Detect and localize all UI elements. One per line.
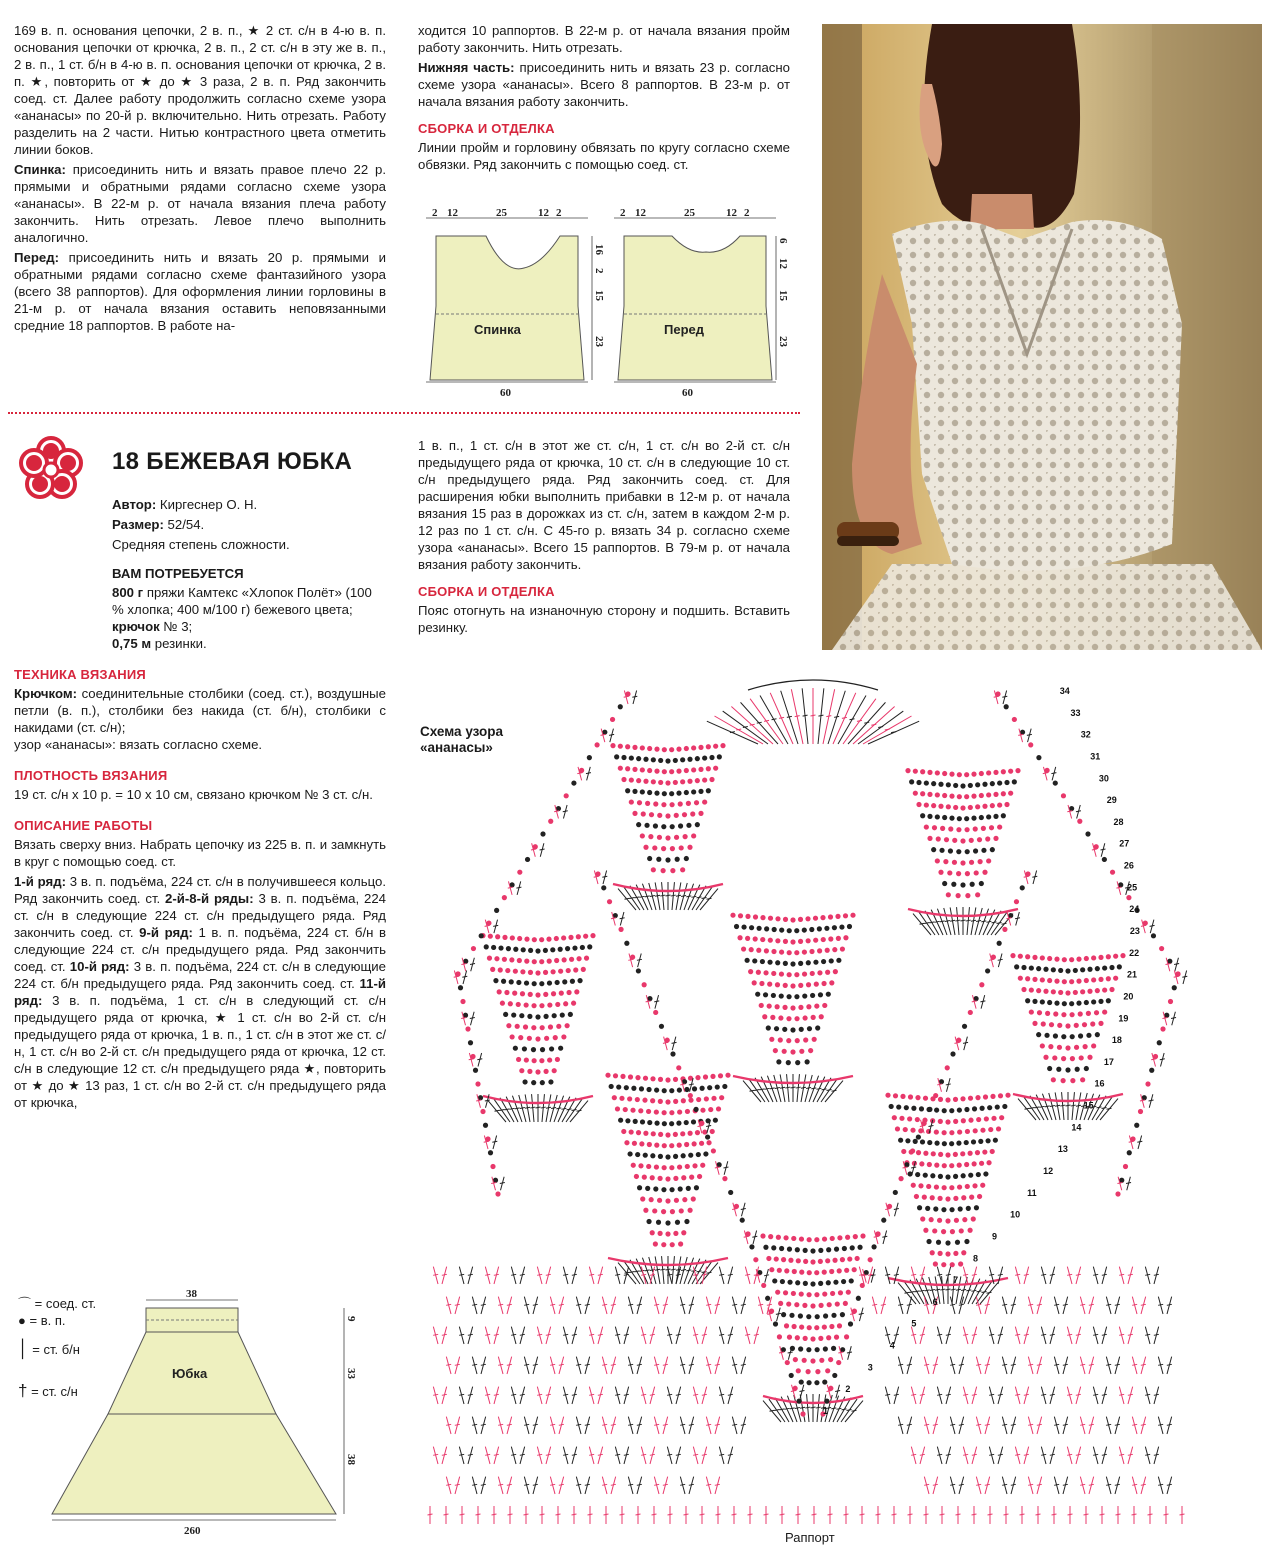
- row-number-label: 28: [1113, 816, 1124, 827]
- author-label: Автор:: [112, 497, 157, 512]
- front-text: присоединить нить и вязать 20 р. прямыми и обратными рядами согласно схеме фантазийного узора (всего 38 раппортов). Для оформления линии горловины в 21-м р. от начала вязания оставить неповязанными средние 18 раппортов. В работе на-: [14, 250, 386, 333]
- row-number-label: 6: [932, 1296, 938, 1307]
- row-number-label: 29: [1106, 795, 1117, 806]
- schema-title-line2: «ананасы»: [420, 740, 493, 755]
- row-number-label: 22: [1129, 947, 1140, 958]
- elastic-amount: 0,75 м: [112, 636, 152, 651]
- back-label: Спинка: [474, 322, 521, 337]
- model-photo: [822, 24, 1262, 650]
- row-number-label: 27: [1119, 838, 1130, 849]
- description-heading: ОПИСАНИЕ РАБОТЫ: [14, 818, 153, 833]
- front-top-2: 12: [635, 207, 646, 219]
- row-number-label: 17: [1103, 1056, 1114, 1067]
- top-mid-column: [418, 22, 790, 176]
- assembly-text-skirt: Пояс отогнуть на изнаночную сторону и подшить. Вставить резинку.: [418, 603, 790, 635]
- assembly-text-top: Линии пройм и горловину обвязать по кругу согласно схеме обвязки. Ряд закончить с помощью соед. ст.: [418, 140, 790, 172]
- legend-sc-text: = ст. б/н: [32, 1342, 80, 1357]
- row9-label: 9-й ряд:: [133, 925, 193, 940]
- section-separator: [8, 412, 800, 414]
- front-side-4: 23: [777, 336, 789, 347]
- legend-ch-text: = в. п.: [29, 1313, 66, 1328]
- pineapple-chart: [418, 674, 1208, 1532]
- row10-label: 10-й ряд:: [69, 959, 130, 974]
- pattern-text: узор «ананасы»: вязать согласно схеме.: [14, 737, 263, 752]
- size-label: Размер:: [112, 517, 164, 532]
- row-number-label: 24: [1129, 904, 1140, 915]
- density-heading: ПЛОТНОСТЬ ВЯЗАНИЯ: [14, 768, 168, 783]
- row-number-label: 21: [1127, 969, 1138, 980]
- density-text: 19 ст. с/н х 10 р. = 10 х 10 см, связано крючком № 3 ст. с/н.: [14, 787, 373, 802]
- row-number-label: 8: [973, 1253, 979, 1264]
- back-paragraph: [14, 161, 386, 246]
- row-number-label: 9: [992, 1231, 998, 1242]
- row-number-label: 7: [953, 1275, 959, 1286]
- description-intro: Вязать сверху вниз. Набрать цепочку из 225 в. п. и замкнуть в круг с помощью соед. ст.: [14, 837, 386, 869]
- lower-part-text: присоединить нить и вязать 23 р. согласно схеме узора «ананасы». Всего 8 раппортов. В 23-м р. от начала вязания работу закончить.: [418, 60, 790, 109]
- row1-label: 1-й ряд:: [14, 874, 66, 889]
- row-number-label: 4: [889, 1340, 895, 1351]
- size-value: 52/54.: [163, 517, 205, 532]
- row-number-label: 25: [1127, 882, 1138, 893]
- row10-text: 3 в. п. подъёма, 224 ст. с/н в следующие 224 ст. б/н предыдущего ряда. Ряд закончить соед. ст.: [14, 959, 387, 991]
- row2-label: 2-й-8-й ряды:: [160, 891, 254, 906]
- skirt-lower: [52, 1414, 336, 1514]
- author-line: [112, 496, 386, 513]
- back-shape: [430, 236, 584, 380]
- materials-heading: ВАМ ПОТРЕБУЕТСЯ: [112, 566, 244, 581]
- technique-paragraph: [14, 685, 386, 753]
- technique-heading: ТЕХНИКА ВЯЗАНИЯ: [14, 667, 146, 682]
- back-side-2: 2: [593, 268, 605, 274]
- assembly-heading-skirt: СБОРКА И ОТДЕЛКА: [418, 584, 555, 599]
- row-number-label: 15: [1083, 1100, 1094, 1111]
- hook-label: крючок: [112, 619, 160, 634]
- article-mid-column: [418, 437, 790, 639]
- top-mid-text: ходится 10 раппортов. В 22-м р. от начала вязания пройм работу закончить. Нить отрезать.: [418, 23, 790, 55]
- front-side-2: 12: [777, 258, 789, 269]
- back-side-1: 16: [593, 244, 605, 255]
- row-number-label: 1: [823, 1406, 829, 1416]
- back-top-4: 12: [538, 207, 549, 219]
- back-side-4: 23: [593, 336, 605, 347]
- mid-text: 1 в. п., 1 ст. с/н в этот же ст. с/н, 1 ст. с/н во 2-й ст. с/н предыдущего ряда от крючка, 10 ст. с/н в следующие 10 ст. с/н предыдущего ряда. Ряд закончить соед. ст. Для расширения юбки выполнить прибавки в 12-м р. от начала вязания 15 раз в дорожках из ст. с/н, затем в каждом 2-м р. 12 раз по 1 ст. с/н. С 45-го р. вязать 34 р. согласно схеме узора «ананасы». Всего 15 раппортов. В 79-м р. от начала вязания работу закончить.: [418, 438, 790, 572]
- row-number-label: 33: [1070, 707, 1081, 718]
- article-left-column: [14, 496, 386, 1114]
- difficulty-line: Средняя степень сложности.: [112, 537, 290, 552]
- back-top-3: 25: [496, 207, 507, 219]
- top-left-text: 169 в. п. основания цепочки, 2 в. п., ★ 2 ст. с/н в 4-ю в. п. основания цепочки от крючка, 2 в. п., 2 ст. с/н в эту же в. п., 2 в. п., 1 ст. б/н в 4-ю в. п. основания цепочки от крючка, 2 в. п. ★, повторить от ★ до ★ 3 раза, 2 в. п. Ряд закончить соед. ст. Далее работу продолжить согласно схеме узора «ананасы» по 20-й р. включительно. Нить отрезать. Работу разделить на 2 части. Нитью контрастного цвета отметить линии боков.: [14, 23, 386, 157]
- chain-dot-icon: ●: [18, 1313, 26, 1328]
- schema-title-line1: Схема узора: [420, 724, 504, 739]
- row-number-label: 18: [1111, 1035, 1122, 1046]
- chart-symbols: [428, 680, 1188, 1524]
- lower-part-label: Нижняя часть:: [418, 60, 515, 75]
- lower-part-paragraph: [418, 59, 790, 110]
- back-text: присоединить нить и вязать правое плечо 22 р. прямыми и обратными рядами согласно схеме узора «ананасы». В 22-м р. от начала вязания плеча работу закончить. Нить отрезать. Левое плечо выполнить аналогично.: [14, 162, 386, 245]
- rows-paragraph: [14, 873, 386, 1111]
- technique-label: Крючком:: [14, 686, 77, 701]
- front-top-1: 2: [620, 207, 626, 219]
- skirt-top-width: 38: [186, 1288, 197, 1300]
- legend-ss-text: = соед. ст.: [34, 1296, 97, 1311]
- row11-text: 3 в. п. подъёма, 1 ст. с/н в следующий ст. с/н предыдущего ряда от крючка, ★ 1 ст. с/н во 2-й ст. с/н предыдущего ряда от крючка, 1 в. п., 1 ст. с/н в этот же ст. с/н, 1 ст. с/н во 2-й ст. с/н предыдущего ряда от крючка, 12 ст. с/н в следующие 12 ст. с/н предыдущего ряда ★, повторить от ★ до ★ 13 раз, 1 ст. с/н во 2-й ст. с/н предыдущего ряда от крючка,: [14, 993, 386, 1110]
- skirt: [832, 564, 1262, 650]
- row-number-label: 14: [1071, 1122, 1082, 1133]
- rapport-label: Раппорт: [785, 1530, 835, 1545]
- row-number-label: 10: [1010, 1209, 1021, 1220]
- row-number-label: 23: [1129, 926, 1140, 936]
- row-number-label: 12: [1043, 1166, 1054, 1176]
- hook-text: № 3;: [159, 619, 193, 634]
- row1-text: 3 в. п. подъёма, 224 ст. с/н в получившееся кольцо. Ряд закончить соед. ст.: [14, 874, 386, 906]
- front-shape: [618, 236, 772, 380]
- row-number-label: 30: [1098, 773, 1109, 784]
- legend-dc-text: = ст. с/н: [31, 1384, 78, 1399]
- top-schematics: [414, 206, 794, 401]
- double-crochet-symbol-icon: †: [18, 1381, 28, 1400]
- assembly-heading-top: СБОРКА И ОТДЕЛКА: [418, 121, 555, 136]
- yarn-text: пряжи Камтекс «Хлопок Полёт» (100 % хлопка; 400 м/100 г) бежевого цвета;: [112, 585, 372, 617]
- row-number-label: 26: [1123, 860, 1134, 871]
- materials-list: [112, 584, 386, 652]
- row-number-label: 16: [1094, 1078, 1105, 1089]
- size-line: [112, 516, 386, 533]
- skirt-side-1: 9: [345, 1316, 357, 1322]
- row-number-label: 31: [1090, 751, 1101, 762]
- top-left-column: [14, 22, 386, 337]
- skirt-side-3: 38: [345, 1454, 357, 1465]
- row-number-label: 13: [1057, 1144, 1068, 1155]
- technique-text: соединительные столбики (соед. ст.), воздушные петли (в. п.), столбики без накида (ст. б/н), столбики с накидами (ст. с/н);: [14, 686, 386, 735]
- back-width: 60: [500, 387, 511, 399]
- row-number-label: 11: [1027, 1187, 1037, 1198]
- front-width: 60: [682, 387, 693, 399]
- row-number-label: 19: [1118, 1013, 1129, 1024]
- flower-icon: [16, 434, 86, 504]
- elastic-text: резинки.: [151, 636, 207, 651]
- skirt-bottom-width: 260: [184, 1525, 201, 1536]
- front-label: Перед: [664, 322, 704, 337]
- back-top-5: 2: [556, 207, 562, 219]
- front-label: Перед:: [14, 250, 59, 265]
- skirt-label: Юбка: [172, 1366, 208, 1381]
- front-top-4: 12: [726, 207, 737, 219]
- row-number-label: 3: [867, 1362, 873, 1373]
- row-number-label: 5: [911, 1318, 917, 1329]
- row11-label: 11-й ряд:: [14, 976, 386, 1008]
- front-side-3: 15: [777, 290, 789, 301]
- single-crochet-symbol-icon: │: [18, 1339, 29, 1358]
- row-number-label: 34: [1059, 686, 1070, 696]
- row-number-label: 32: [1080, 729, 1091, 740]
- row2-text: 3 в. п. подъёма, 224 ст. с/н в следующие 224 ст. с/н предыдущего ряда. Ряд закончить соед. ст.: [14, 891, 386, 940]
- front-top-3: 25: [684, 207, 695, 219]
- front-top-5: 2: [744, 207, 750, 219]
- row-number-label: 2: [845, 1384, 851, 1395]
- skirt-side-2: 33: [345, 1368, 357, 1379]
- front-paragraph: [14, 249, 386, 334]
- yarn-amount: 800 г: [112, 585, 144, 600]
- article-title: 18 БЕЖЕВАЯ ЮБКА: [112, 448, 353, 475]
- author-value: Киргеснер О. Н.: [156, 497, 258, 512]
- back-label: Спинка:: [14, 162, 66, 177]
- row9-text: 1 в. п. подъёма, 224 ст. б/н в следующие 224 ст. с/н предыдущего ряда. Ряд закончить соед. ст.: [14, 925, 387, 974]
- slip-stitch-symbol-icon: ⌒: [18, 1296, 32, 1311]
- back-side-3: 15: [593, 290, 605, 301]
- back-top-2: 12: [447, 207, 458, 219]
- front-side-1: 6: [777, 238, 789, 244]
- row-number-label: 20: [1123, 991, 1134, 1002]
- back-top-1: 2: [432, 207, 438, 219]
- skirt-schematic: [44, 1286, 374, 1536]
